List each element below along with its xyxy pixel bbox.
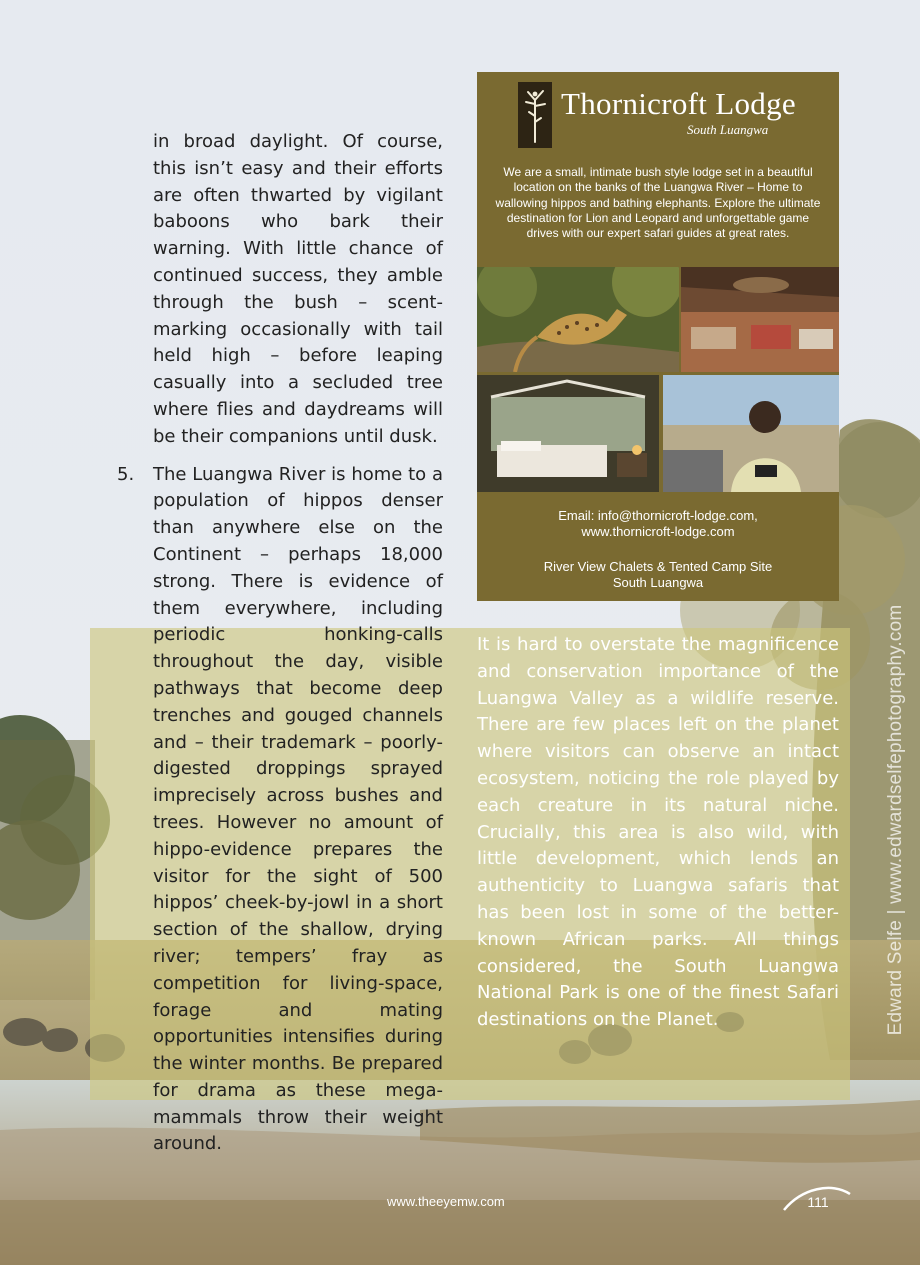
continuation-paragraph: in broad daylight. Of course, this isn’t easy and their efforts are often thwarted by vigilant baboons who bark their warning. With little chance of continued success, they amble through the bush – scent-marking occasionally with tail held high – before leaping casually into a secluded tree where flies and daydreams will be their companions until dusk. [153,131,443,447]
leopard-photo [477,267,679,372]
lodge-advertisement [477,72,839,601]
lodge-email[interactable]: Email: info@thornicroft-lodge.com, [558,508,758,523]
right-text-column: It is hard to overstate the magnificence and conservation importance of the Luangwa Valley as a wildlife reserve. There are few places left on the planet where visitors can observe an intact ecosystem, noticing the role played by each creature in its natural niche. Crucially, this area is also wild, with little development, which lends an authenticity to Luangwa safaris that has been lost in some of the better-known African parks. All things considered, the South Luangwa National Park is one of the finest Safari destinations on the Planet. [477,634,839,1031]
photo-credit: Edward Selfe | www.edwardselfephotography.com [885,604,906,1036]
left-text-column [117,129,443,1158]
tented-chalet-photo [477,375,659,492]
lodge-lounge-photo [681,267,839,372]
safari-guide-photo [663,375,839,492]
lodge-brand-name: Thornicroft Lodge [561,86,796,121]
lodge-website[interactable]: www.thornicroft-lodge.com [581,524,735,539]
list-item-text: The Luangwa River is home to a population of hippos denser than anywhere else on the Continent – perhaps 18,000 strong. There is evidence of them everywhere, including periodic honking-calls throughout the day, visible pathways that become deep trenches and gouged channels and – their trademark – poorly-digested droppings sprayed imprecisely across bushes and trees. However no amount of hippo-evidence prepares the visitor for the sight of 500 hippos’ cheek-by-jowl in a short section of the shallow, drying river; tempers’ fray as competition for living-space, forage and mating opportunities intensifies during the winter months. Be prepared for drama as these mega-mammals throw their weight around. [153,463,443,1155]
lodge-intro-text: We are a small, intimate bush style lodge set in a beautiful location on the banks of the Luangwa River – Home to wallowing hippos and bathing elephants. Explore the ultimate destination for Lion and Leopard and unforgettable game drives with our expert safari guides at great rates. [495,165,821,241]
list-item-number: 5. [117,463,135,485]
page-number: 111 [807,1194,829,1210]
lodge-brand-subtitle: South Luangwa [687,122,769,137]
list-item-5 [117,462,443,1159]
lodge-logo-icon [518,82,552,148]
lodge-region: South Luangwa [612,575,704,590]
footer-website[interactable]: www.theeyemw.com [387,1194,505,1209]
lodge-accommodation: River View Chalets & Tented Camp Site [543,559,773,574]
